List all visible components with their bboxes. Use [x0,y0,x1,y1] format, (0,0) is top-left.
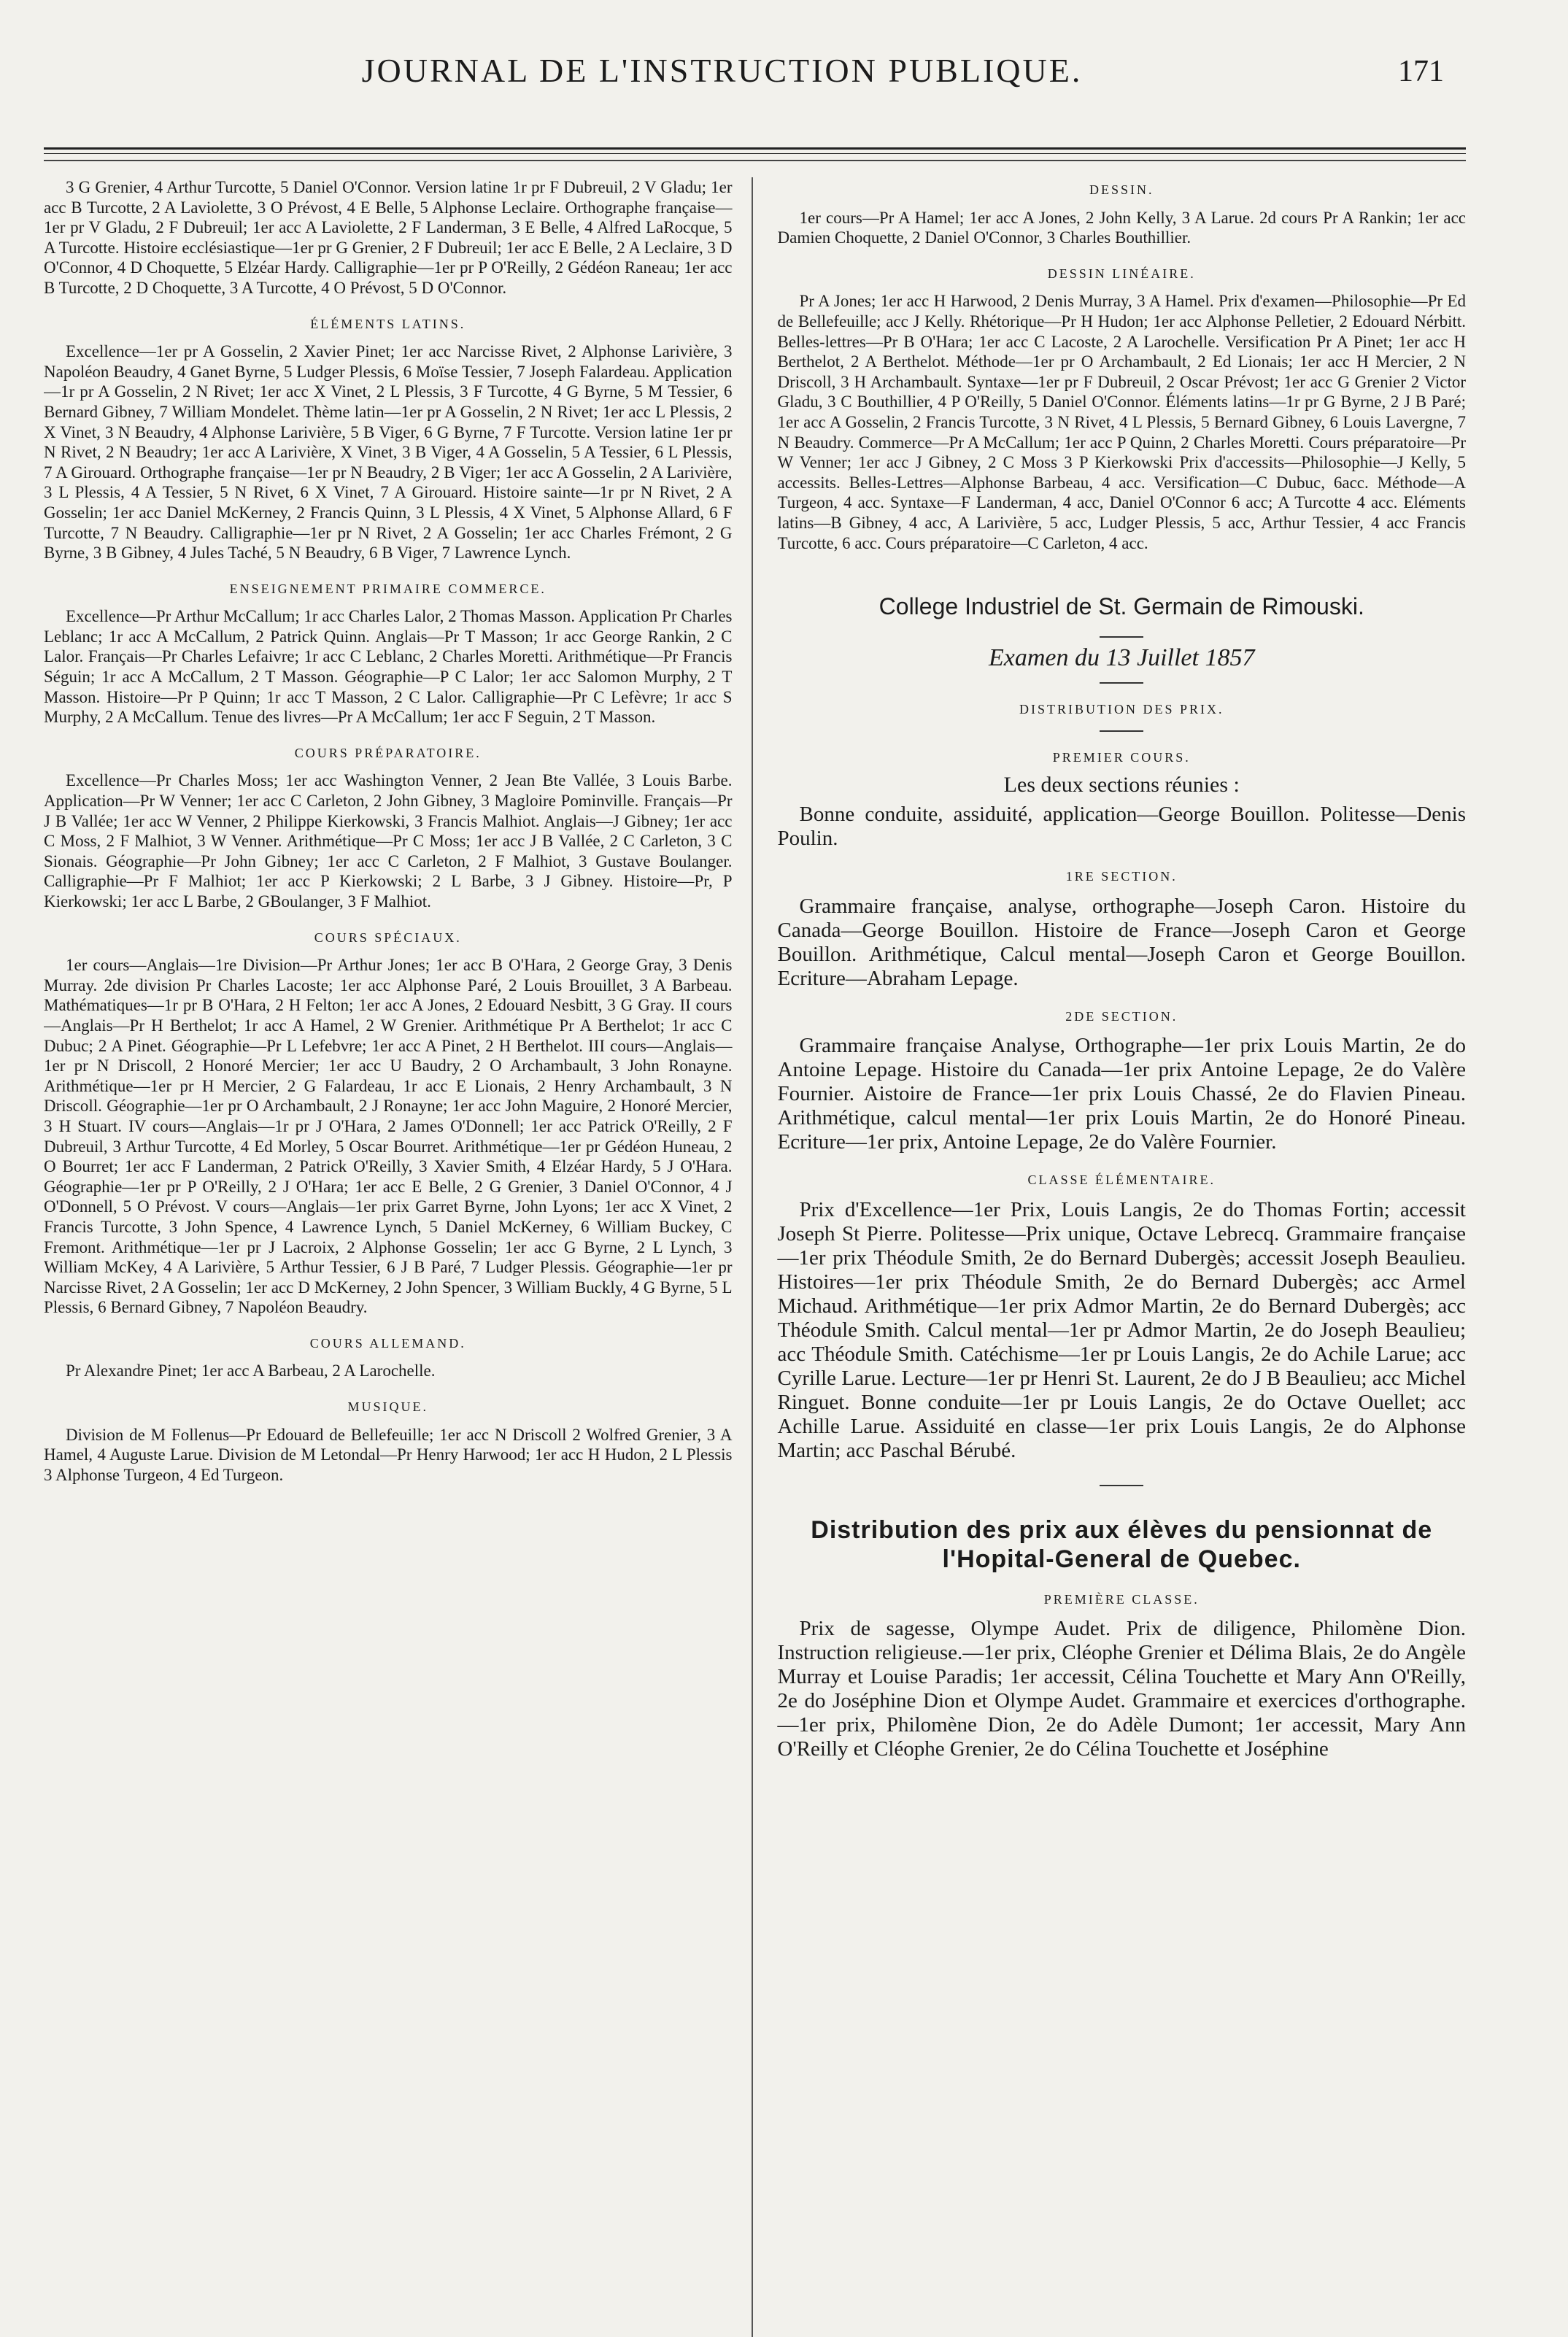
section-heading-premiere-classe: PREMIÈRE CLASSE. [1043,1591,1200,1607]
section-heading-1re: 1RE SECTION. [1065,869,1178,884]
paragraph-enseignement: Excellence—Pr Arthur McCallum; 1r acc Charles Lalor, 2 Thomas Masson. Application Pr Charles Leblanc; 1r acc A McCallum, 2 Patrick Quinn. Anglais—Pr T Masson; 1r acc George Rankin, 2 C Lalor. Français—Pr Charles Lefaivre; 1r acc C Leblanc, 2 Charles Moretti. Arithmétique—Pr Francis Séguin; 1r acc A McCallum, 2 T Masson. Géographie—P C Lalor; 1er acc Salomon Murphy, 2 T Masson. Histoire—Pr P Quinn; 1r acc T Masson, 2 C Lalor. Calligraphie—Pr C Lefèvre; 1r acc S Murphy, 2 A McCallum. Tenue des livres—Pr A McCallum; 1er acc F Seguin, 2 T Masson. [44,607,733,727]
page-number: 171 [1398,55,1444,88]
right-column [753,177,1467,2337]
short-rule [1100,1485,1143,1486]
section-heading-dessin: DESSIN. [1089,182,1154,197]
paragraph-speciaux: 1er cours—Anglais—1re Division—Pr Arthur Jones; 1er acc B O'Hara, 2 George Gray, 3 Denis Murray. 2de division Pr Charles Lacoste; 1er acc Alphonse Paré, 2 Louis Brouillet, 3 A Barbeau. Mathématiques—1r pr B O'Hara, 2 H Felton; 1er acc A Jones, 2 Edouard Nesbitt, 3 G Gray. II cours—Anglais—Pr H Berthelot; 1r acc A Hamel, 2 W Grenier. Arithmétique Pr A Berthelot; 1r acc C Dubuc; 2 A Pinet. Géographie—Pr L Lefebvre; 1er acc A Pinet, 2 H Berthelot. III cours—Anglais—1er pr N Driscoll, 2 Honoré Mercier; 1er acc U Baudry, 2 O Archambault, 3 John Ronayne. Arithmétique—1er pr H Mercier, 2 G Falardeau, 1r acc E Lionais, 2 Henry Archambault, 3 N Driscoll. Géographie—1er pr O Archambault, 2 J Ronayne; 1er acc John Maguire, 2 Honoré Mercier, 3 H Stuart. IV cours—Anglais—1r pr J O'Hara, 2 James O'Donnell; 1er acc Patrick O'Reilly, 2 F Dubreuil, 3 Arthur Turcotte, 4 Ed Morley, 5 Oscar Bourret. Arithmétique—1er pr Gédéon Huneau, 2 O Bourret; 1er acc F Landerman, 2 Patrick O'Reilly, 3 Xavier Smith, 4 Elzéar Hardy, 5 J O'Hara. Géographie—1er pr P O'Reilly, 2 J O'Hara; 1er acc E Belle, 2 G Grenier, 3 Daniel O'Connor, 4 J O'Donnell, 5 O Prévost. V cours—Anglais—1er prix Garret Byrne, John Lyons; 1er acc X Vinet, 2 Francis Turcotte, 3 John Spence, 4 Lawrence Lynch, 5 Daniel McKerney, 6 William Buckey, C Fremont. Arithmétique—1er pr J Lacroix, 2 Alphonse Gosselin; 1er acc G Byrne, 2 L Lynch, 3 William McKey, 4 A Larivière, 5 Arthur Tessier, 6 J B Paré, 7 Ludger Plessis. Géographie—1er pr Narcisse Rivet, 2 A Gosselin; 1er acc D McKerney, 2 John Spencer, 3 William Buckly, 4 G Byrne, 5 L Plessis, 6 Bernard Gibney, 7 Napoléon Beaudry. [44,956,733,1317]
paragraph-allemand: Pr Alexandre Pinet; 1er acc A Barbeau, 2 A Larochelle. [66,1361,436,1380]
paragraph-sections-reunies: Bonne conduite, assiduité, application—George Bouillon. Politesse—Denis Poulin. [777,803,1466,851]
paragraph-premiere-classe: Prix de sagesse, Olympe Audet. Prix de diligence, Philomène Dion. Instruction religieuse.—1er prix, Cléophe Grenier et Délima Blais, 2e do Angèle Murray et Louise Paradis; 1er accessit, Célina Touchette et Mary Ann O'Reilly, 2e do Joséphine Dion et Olympe Audet. Grammaire et exercices d'orthographe.—1er prix, Philomène Dion, 2e do Adèle Dumont; 1er accessit, Mary Ann O'Reilly et Cléophe Grenier, 2e do Célina Touchette et Joséphine [777,1617,1466,1761]
running-title: JOURNAL DE L'INSTRUCTION PUBLIQUE. [361,52,1083,89]
short-rule [1100,730,1143,732]
section-heading-elementaire: CLASSE ÉLÉMENTAIRE. [1027,1173,1216,1188]
header-rule [44,160,1466,161]
paragraph-dessin-lineaire: Pr A Jones; 1er acc H Harwood, 2 Denis Murray, 3 A Hamel. Prix d'examen—Philosophie—Pr Ed de Bellefeuille; acc J Kelly. Rhétorique—Pr H Hudon; 1er acc Alphonse Pelletier, 2 Edouard Nérbitt. Belles-lettres—Pr B O'Hara; 1er acc C Lacoste, 2 A Larochelle. Versification Pr A Pinet; 1er acc H Berthelot, 2 A Berthelot. Méthode—1er pr O Archambault, 2 Ed Lionais; 1er acc H Mercier, 2 N Driscoll, 3 H Archambault. Syntaxe—1er pr F Dubreuil, 2 Oscar Prévost; 1er acc G Grenier 2 Victor Gladu, 3 C Bouthillier, 4 P O'Reilly, 5 Daniel O'Connor. Éléments latins—1r pr G Byrne, 2 J B Paré; 1er acc A Gosselin, 2 Francis Turcotte, 3 N Rivet, 4 L Plessis, 5 Bernard Gibney, 6 Louis Lavergne, 7 N Beaudry. Commerce—Pr A McCallum; 1er acc P Quinn, 2 Charles Moretti. Cours préparatoire—Pr W Venner; 1er acc J Gibney, 2 C Moss 3 P Kierkowski Prix d'accessits—Philosophie—J Kelly, 5 accessits. Belles-Lettres—Alphonse Barbeau, 4 acc. Versification—C Dubuc, 6acc. Méthode—A Turgeon, 4 acc. Syntaxe—F Landerman, 4 acc, Daniel O'Connor 6 acc; A Turcotte 4 acc. Eléments latins—B Gibney, 4 acc, A Larivière, 5 acc, Ludger Plessis, 5 acc, Arthur Tessier, 4 acc Francis Turcotte, 6 acc. Cours préparatoire—C Carleton, 4 acc. [777,292,1466,552]
section-heading-speciaux: COURS SPÉCIAUX. [314,930,462,945]
paragraph-continued: 3 G Grenier, 4 Arthur Turcotte, 5 Daniel O'Connor. Version latine 1r pr F Dubreuil, 2 V Gladu; 1er acc B Turcotte, 2 A Laviolette, 3 O Prévost, 4 E Belle, 5 Alphonse Leclaire. Orthographe française—1er pr V Gladu, 2 F Dubreuil; 1er acc A Laviolette, 2 F Landerman, 3 E Belle, 4 Alfred LaRocque, 5 A Turcotte. Histoire ecclésiastique—1er pr G Grenier, 2 F Dubreuil; 1er acc E Belle, 2 A Leclaire, 3 D O'Connor, 4 D Choquette, 5 Elzéar Hardy. Calligraphie—1er pr P O'Reilly, 2 Gédéon Raneau; 1er acc B Turcotte, 2 D Choquette, 3 A Turcotte, 4 O Prévost, 5 D O'Connor. [44,178,733,297]
two-columns [44,177,1466,2337]
header-double-rule [44,147,1466,154]
paragraph-dessin: 1er cours—Pr A Hamel; 1er acc A Jones, 2 John Kelly, 3 A Larue. 2d cours Pr A Rankin; 1er acc Damien Choquette, 2 Daniel O'Connor, 3 Charles Bouthillier. [777,208,1466,247]
paragraph-preparatoire: Excellence—Pr Charles Moss; 1er acc Washington Venner, 2 Jean Bte Vallée, 3 Louis Barbe. Application—Pr W Venner; 1er acc C Carleton, 2 John Gibney, 3 Magloire Pominville. Français—Pr J B Vallée; 1er acc W Venner, 2 Philippe Kierkowski, 3 Francis Malhiot. Anglais—J Gibney; 1er acc C Moss, 2 F Malhiot, 3 W Venner. Arithmétique—Pr C Moss; 1er acc J B Vallée, 2 C Carleton, 3 C Sionais. Géographie—Pr John Gibney; 1er acc C Carleton, 2 F Malhiot, 3 Gustave Boulanger. Calligraphie—Pr F Malhiot; 1er acc P Kierkowski; 2 L Barbe, 3 J Gibney. Histoire—Pr, P Kierkowski; 1er acc L Barbe, 2 GBoulanger, 3 F Malhiot. [44,771,733,911]
paragraph-2de-section: Grammaire française Analyse, Orthographe—1er prix Louis Martin, 2e do Antoine Lepage. Histoire du Canada—1er prix Antoine Lepage, 2e do Valère Fournier. Aistoire de France—1er prix Louis Chassé, 2e do Flavien Pineau. Arithmétique, calcul mental—1er prix Louis Martin, 2e do Honoré Pineau. Ecriture—1er prix, Antoine Lepage, 2e do Valère Fournier. [777,1034,1466,1154]
exam-date: Examen du 13 Juillet 1857 [989,644,1255,671]
short-rule [1100,682,1143,684]
section-heading-2de: 2DE SECTION. [1065,1008,1178,1024]
paragraph-musique: Division de M Follenus—Pr Edouard de Bellefeuille; 1er acc N Driscoll 2 Wolfred Grenier, 3 A Hamel, 4 Auguste Larue. Division de M Letondal—Pr Henry Harwood; 1er acc H Hudon, 2 L Plessis 3 Alphonse Turgeon, 4 Ed Turgeon. [44,1425,733,1484]
distribution-title: Distribution des prix aux élèves du pensionnat de l'Hopital-General de Quebec. [811,1515,1433,1573]
section-heading-musique: MUSIQUE. [347,1399,428,1415]
section-heading-distribution: DISTRIBUTION DES PRIX. [1019,702,1224,717]
short-rule [1100,636,1143,638]
section-heading-elements-latins: ÉLÉMENTS LATINS. [310,316,466,331]
section-heading-premier-cours: PREMIER COURS. [1052,749,1191,765]
paragraph-elements-latins: Excellence—1er pr A Gosselin, 2 Xavier Pinet; 1er acc Narcisse Rivet, 2 Alphonse Larivière, 3 Napoléon Beaudry, 4 Ganet Byrne, 5 Ludger Plessis, 6 Moïse Tessier, 7 Joseph Falardeau. Application—1r pr A Gosselin, 2 N Rivet; 1er acc X Vinet, 2 L Plessis, 3 F Turcotte, 4 G Byrne, 5 M Tessier, 6 Bernard Gibney, 7 William Mondelet. Thème latin—1er pr A Gosselin, 2 N Rivet; 1er acc L Plessis, 2 X Vinet, 3 N Beaudry, 4 Alphonse Larivière, 5 B Viger, 6 G Byrne, 7 F Turcotte. Version latine 1er pr N Rivet, 2 N Beaudry; 1er acc A Larivière, X Vinet, 3 B Viger, 4 A Gosselin, 5 A Tessier, 6 L Plessis, 7 A Girouard. Orthographe française—1er pr N Beaudry, 2 B Viger; 1er acc A Gosselin, 2 A Larivière, 3 L Plessis, 4 A Tessier, 5 N Rivet, 6 X Vinet, 7 A Girouard. Histoire sainte—1r pr N Rivet, 2 A Gosselin; 1er acc Daniel McKerney, 2 Francis Quinn, 3 L Plessis, 4 X Vinet, 5 Alphonse Allard, 6 F Turcotte, 7 N Beaudry. Calligraphie—1er pr N Rivet, 2 A Gosselin; 1er acc Charles Frémont, 2 G Byrne, 3 B Gibney, 4 Jules Taché, 5 N Beaudry, 6 B Viger, 7 Lawrence Lynch. [44,342,733,563]
paragraph-1re-section: Grammaire française, analyse, orthographe—Joseph Caron. Histoire du Canada—George Bouillon. Histoire de France—Joseph Caron et George Bouillon. Arithmétique, Calcul mental—Joseph Caron et George Bouillon. Ecriture—Abraham Lepage. [777,894,1466,990]
college-title: College Industriel de St. Germain de Rimouski. [878,593,1364,620]
section-heading-allemand: COURS ALLEMAND. [309,1335,466,1351]
section-heading-dessin-lineaire: DESSIN LINÉAIRE. [1047,266,1196,281]
section-heading-preparatoire: COURS PRÉPARATOIRE. [294,745,482,760]
section-heading-enseignement: ENSEIGNEMENT PRIMAIRE COMMERCE. [229,581,547,596]
left-column [44,177,753,2337]
paragraph-classe-elementaire: Prix d'Excellence—1er Prix, Louis Langis, 2e do Thomas Fortin; accessit Joseph St Pierre. Politesse—Prix unique, Octave Lebrecq. Grammaire française—1er prix Théodule Smith, 2e do Bernard Dubergès; accessit Joseph Beaulieu. Histoires—1er prix Théodule Smith, 2e do Bernard Dubergès; acc Armel Michaud. Arithmétique—1er prix Admor Martin, 2e do Bernard Dubergès; acc Théodule Smith. Calcul mental—1er pr Admor Martin, 2e do Joseph Beaulieu; acc Théodule Smith. Catéchisme—1er pr Louis Langis, 2e do Achile Larue; acc Cyrille Larue. Lecture—1er pr Henri St. Laurent, 2e do J B Beaulieu; acc Michel Ringuet. Bonne conduite—1er pr Louis Langis, 2e do Octave Ouellet; acc Achille Larue. Assiduité en classe—1er prix Louis Langis, 2e do Alphonse Martin; acc Paschal Bérubé. [777,1197,1466,1462]
subtitle-sections: Les deux sections réunies : [1003,773,1240,797]
page-header [44,44,1466,102]
